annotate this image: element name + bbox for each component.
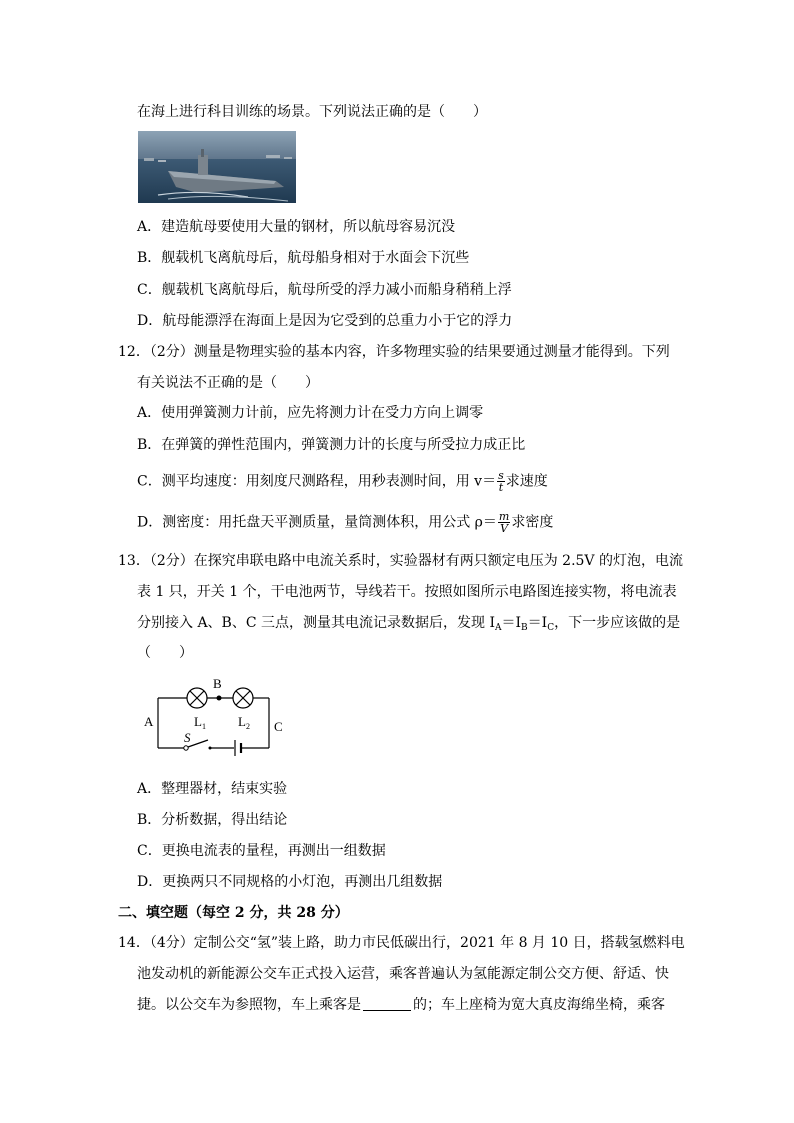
label-l1-sub: 1 xyxy=(201,722,206,731)
q13-line-3-tail: ，下一步应该做的是 xyxy=(554,615,681,631)
node-b-dot xyxy=(217,696,222,701)
question-12-line-1: 12．（2分）测量是物理实验的基本内容，许多物理实验的结果要通过测量才能得到。下列 xyxy=(118,344,670,360)
q14-line-3-tail: 的；车上座椅为宽大真皮海绵坐椅，乘客 xyxy=(413,997,665,1013)
question-14-line-3 xyxy=(137,995,665,1015)
fraction-denominator: t xyxy=(498,481,504,494)
equals-sign: ＝I xyxy=(527,615,548,631)
lamp-l1-icon xyxy=(187,688,207,708)
fraction-numerator: m xyxy=(498,510,510,523)
q12-option-a: A．使用弹簧测力计前，应先将测力计在受力方向上调零 xyxy=(137,405,484,421)
label-a: A xyxy=(144,714,154,729)
fraction-numerator: s xyxy=(498,469,504,482)
label-l2-letter: L xyxy=(238,714,246,729)
question-12-line-2: 有关说法不正确的是（ ） xyxy=(137,375,319,391)
q13-option-d: D．更换两只不同规格的小灯泡，再测出几组数据 xyxy=(137,874,443,890)
question-13-line-3 xyxy=(137,613,680,638)
q12-option-c-text: C．测平均速度：用刻度尺测路程，用秒表测时间，用 v＝ xyxy=(137,473,497,490)
q13-line-3-text: 分别接入 A、B、C 三点，测量其电流记录数据后，发现 I xyxy=(137,615,495,631)
label-l1-letter: L xyxy=(194,714,202,729)
lamp-l2-icon xyxy=(233,688,253,708)
label-s: S xyxy=(184,730,191,745)
q11-option-a: A．建造航母要使用大量的钢材，所以航母容易沉没 xyxy=(137,219,456,235)
question-14-line-1: 14．（4分）定制公交“氢”装上路，助力市民低碳出行，2021 年 8 月 10 日，搭载氢燃料电 xyxy=(118,935,685,951)
q11-option-d: D．航母能漂浮在海面上是因为它受到的总重力小于它的浮力 xyxy=(137,313,513,329)
series-circuit-diagram xyxy=(140,668,300,768)
label-b: B xyxy=(213,676,222,691)
equals-sign: ＝I xyxy=(501,615,522,631)
q13-option-b: B．分析数据，得出结论 xyxy=(137,812,288,828)
aircraft-carrier-photo xyxy=(138,131,296,203)
question-11-stem: 在海上进行科目训练的场景。下列说法正确的是（ ） xyxy=(137,104,487,120)
q14-line-3-text: 捷。以公交车为参照物，车上乘客是 xyxy=(137,997,361,1013)
question-14-line-2: 池发动机的新能源公交车正式投入运营，乘客普遍认为氢能源定制公交方便、舒适、快 xyxy=(137,966,669,982)
question-13-line-1: 13．（2分）在探究串联电路中电流关系时，实验器材有两只额定电压为 2.5V 的灯泡，电流 xyxy=(118,553,683,569)
answer-blank[interactable] xyxy=(363,996,411,1011)
q13-option-a: A．整理器材，结束实验 xyxy=(137,781,288,797)
q12-option-c xyxy=(137,470,548,493)
q13-option-c: C．更换电流表的量程，再测出一组数据 xyxy=(137,843,386,859)
battery-icon xyxy=(235,740,241,756)
subscript-c: C xyxy=(547,623,555,633)
label-c: C xyxy=(274,719,283,734)
label-l2 xyxy=(238,714,250,731)
q12-option-d xyxy=(137,511,553,534)
subscript-b: B xyxy=(521,623,528,633)
question-13-line-2: 表 1 只，开关 1 个，干电池两节，导线若干。按照如图所示电路图连接实物，将电流表 xyxy=(137,584,677,600)
label-l2-sub: 2 xyxy=(245,722,250,731)
q11-option-c: C．舰载机飞离航母后，航母所受的浮力减小而船身稍稍上浮 xyxy=(137,282,512,298)
label-l1 xyxy=(194,714,206,731)
density-formula-fraction xyxy=(498,511,510,534)
q11-option-b: B．舰载机飞离航母后，航母船身相对于水面会下沉些 xyxy=(137,250,470,266)
q12-option-c-tail: 求速度 xyxy=(505,473,548,490)
q12-option-b: B．在弹簧的弹性范围内，弹簧测力计的长度与所受拉力成正比 xyxy=(137,437,526,453)
q12-option-d-tail: 求密度 xyxy=(511,514,554,531)
q12-option-d-text: D．测密度：用托盘天平测质量，量筒测体积，用公式 ρ＝ xyxy=(137,514,497,531)
question-13-line-4: （ ） xyxy=(137,645,193,661)
fraction-denominator: V xyxy=(500,522,509,535)
speed-formula-fraction xyxy=(497,470,505,493)
subscript-a: A xyxy=(495,623,502,633)
section-heading: 二、填空题（每空 2 分，共 28 分） xyxy=(118,905,349,921)
